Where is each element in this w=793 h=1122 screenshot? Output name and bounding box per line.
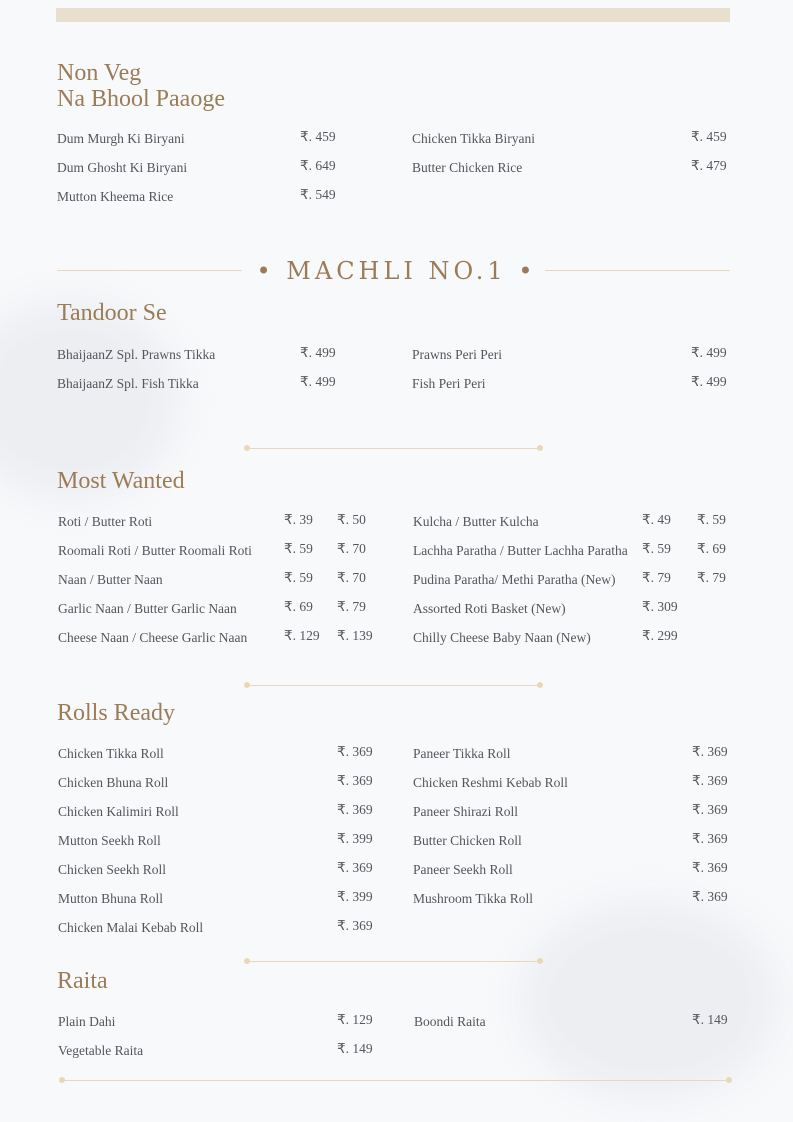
menu-item-price: ₹. 369 bbox=[337, 773, 373, 788]
menu-item-price: ₹. 459 bbox=[691, 129, 727, 144]
menu-item-price: ₹. 479 bbox=[691, 158, 727, 173]
menu-item-name: Cheese Naan / Cheese Garlic Naan bbox=[58, 630, 248, 645]
menu-item-price: ₹. 369 bbox=[337, 744, 373, 759]
menu-item-name: Chicken Tikka Biryani bbox=[412, 131, 536, 146]
menu-item-price: ₹. 499 bbox=[691, 345, 727, 360]
menu-item-price-butter: ₹. 70 bbox=[337, 541, 366, 556]
divider-dot-right bbox=[537, 682, 543, 688]
menu-item-name: Chicken Kalimiri Roll bbox=[58, 804, 179, 819]
menu-item-price-regular: ₹. 59 bbox=[284, 570, 313, 585]
top-decorative-band bbox=[56, 8, 730, 22]
section-banner-machli: • MACHLI NO.1 • bbox=[256, 257, 537, 285]
menu-item-name: Vegetable Raita bbox=[58, 1043, 144, 1058]
menu-item-price-butter: ₹. 79 bbox=[697, 570, 726, 585]
menu-item-price: ₹. 369 bbox=[337, 802, 373, 817]
menu-item-name: Chicken Bhuna Roll bbox=[58, 775, 169, 790]
background-wash-bottom-right bbox=[520, 900, 780, 1100]
menu-item-price: ₹. 149 bbox=[337, 1041, 373, 1056]
menu-item-name: Dum Murgh Ki Biryani bbox=[57, 131, 185, 146]
menu-item-name: Garlic Naan / Butter Garlic Naan bbox=[58, 601, 237, 616]
menu-item-name: Paneer Tikka Roll bbox=[413, 746, 511, 761]
menu-item-price-regular: ₹. 79 bbox=[642, 570, 671, 585]
menu-item-price: ₹. 649 bbox=[300, 158, 336, 173]
menu-item-name: Paneer Seekh Roll bbox=[413, 862, 513, 877]
section-title-most-wanted: Most Wanted bbox=[57, 468, 185, 494]
menu-item-name: Naan / Butter Naan bbox=[58, 572, 163, 587]
menu-item-price: ₹. 399 bbox=[337, 831, 373, 846]
menu-item-name: Chicken Reshmi Kebab Roll bbox=[413, 775, 568, 790]
menu-item-price-regular: ₹. 309 bbox=[642, 599, 678, 614]
menu-item-price-regular: ₹. 129 bbox=[284, 628, 320, 643]
menu-item-name: BhaijaanZ Spl. Fish Tikka bbox=[57, 376, 199, 391]
menu-item-price-regular: ₹. 69 bbox=[284, 599, 313, 614]
menu-item-name: Kulcha / Butter Kulcha bbox=[413, 514, 539, 529]
menu-item-price: ₹. 499 bbox=[691, 374, 727, 389]
section-title-nonveg-line1: Non Veg bbox=[57, 60, 142, 86]
menu-item-price: ₹. 549 bbox=[300, 187, 336, 202]
menu-item-name: Butter Chicken Rice bbox=[412, 160, 523, 175]
menu-item-price: ₹. 499 bbox=[300, 345, 336, 360]
menu-item-name: Chicken Seekh Roll bbox=[58, 862, 166, 877]
menu-item-price: ₹. 499 bbox=[300, 374, 336, 389]
menu-item-name: Chicken Malai Kebab Roll bbox=[58, 920, 204, 935]
menu-item-price: ₹. 369 bbox=[692, 773, 728, 788]
menu-item-name: Boondi Raita bbox=[414, 1014, 486, 1029]
menu-item-name: Chicken Tikka Roll bbox=[58, 746, 164, 761]
menu-item-price: ₹. 369 bbox=[692, 831, 728, 846]
menu-item-price: ₹. 369 bbox=[692, 744, 728, 759]
menu-item-name: Roti / Butter Roti bbox=[58, 514, 153, 529]
menu-item-price: ₹. 129 bbox=[337, 1012, 373, 1027]
menu-item-name: Mutton Bhuna Roll bbox=[58, 891, 164, 906]
menu-item-name: Chilly Cheese Baby Naan (New) bbox=[413, 630, 591, 645]
menu-item-name: Dum Ghosht Ki Biryani bbox=[57, 160, 188, 175]
bottom-divider-line bbox=[62, 1080, 729, 1081]
menu-item-name: Butter Chicken Roll bbox=[413, 833, 522, 848]
menu-item-price-butter: ₹. 79 bbox=[337, 599, 366, 614]
menu-item-price-butter: ₹. 59 bbox=[697, 512, 726, 527]
section-title-raita: Raita bbox=[57, 968, 108, 994]
menu-item-price: ₹. 369 bbox=[337, 918, 373, 933]
menu-item-name: Lachha Paratha / Butter Lachha Paratha bbox=[413, 543, 628, 558]
banner-line-right bbox=[545, 270, 730, 271]
menu-item-name: Pudina Paratha/ Methi Paratha (New) bbox=[413, 572, 616, 587]
menu-item-price-butter: ₹. 139 bbox=[337, 628, 373, 643]
menu-item-price-regular: ₹. 49 bbox=[642, 512, 671, 527]
menu-item-price: ₹. 399 bbox=[337, 889, 373, 904]
divider-dot-right bbox=[537, 445, 543, 451]
divider-dot-right bbox=[537, 958, 543, 964]
menu-item-price-butter: ₹. 50 bbox=[337, 512, 366, 527]
section-title-rolls: Rolls Ready bbox=[57, 700, 175, 726]
section-title-nonveg-line2: Na Bhool Paaoge bbox=[57, 86, 225, 112]
section-title-tandoor: Tandoor Se bbox=[57, 300, 167, 326]
menu-item-name: Paneer Shirazi Roll bbox=[413, 804, 518, 819]
menu-item-name: Roomali Roti / Butter Roomali Roti bbox=[58, 543, 252, 558]
divider-line bbox=[247, 448, 540, 449]
menu-item-name: Mutton Kheema Rice bbox=[57, 189, 174, 204]
divider-line bbox=[247, 685, 540, 686]
menu-item-price: ₹. 369 bbox=[692, 889, 728, 904]
menu-item-price-regular: ₹. 39 bbox=[284, 512, 313, 527]
menu-item-price-regular: ₹. 299 bbox=[642, 628, 678, 643]
menu-item-name: Mushroom Tikka Roll bbox=[413, 891, 534, 906]
menu-item-price-butter: ₹. 70 bbox=[337, 570, 366, 585]
menu-item-name: Assorted Roti Basket (New) bbox=[413, 601, 566, 616]
menu-item-price: ₹. 369 bbox=[692, 802, 728, 817]
menu-item-name: Mutton Seekh Roll bbox=[58, 833, 161, 848]
menu-item-name: Fish Peri Peri bbox=[412, 376, 486, 391]
menu-item-price: ₹. 369 bbox=[337, 860, 373, 875]
menu-item-price: ₹. 369 bbox=[692, 860, 728, 875]
menu-item-price: ₹. 149 bbox=[692, 1012, 728, 1027]
menu-item-price: ₹. 459 bbox=[300, 129, 336, 144]
bottom-dot-right bbox=[726, 1077, 732, 1083]
menu-item-price-regular: ₹. 59 bbox=[284, 541, 313, 556]
divider-line bbox=[247, 961, 540, 962]
menu-item-name: BhaijaanZ Spl. Prawns Tikka bbox=[57, 347, 216, 362]
menu-item-price-regular: ₹. 59 bbox=[642, 541, 671, 556]
menu-item-name: Plain Dahi bbox=[58, 1014, 116, 1029]
menu-item-name: Prawns Peri Peri bbox=[412, 347, 502, 362]
menu-item-price-butter: ₹. 69 bbox=[697, 541, 726, 556]
